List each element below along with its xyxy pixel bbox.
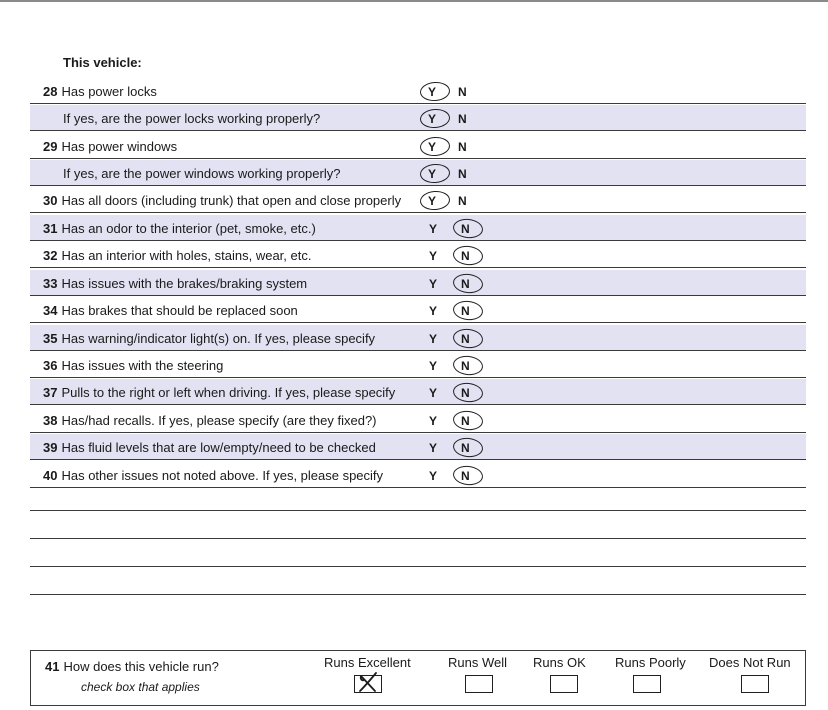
question-text: Has other issues not noted above. If yes, please specify — [61, 468, 384, 483]
yes-option[interactable]: Y — [429, 304, 438, 318]
question-text: Has an odor to the interior (pet, smoke, etc.) — [61, 221, 316, 236]
run-option-checkbox[interactable] — [633, 675, 661, 693]
answer-circle — [419, 163, 450, 184]
q41-label — [45, 659, 219, 674]
run-option-label: Runs Well — [448, 655, 508, 670]
answer-circle — [452, 436, 484, 458]
question-label — [43, 193, 401, 208]
question-text: If yes, are the power windows working properly? — [63, 166, 341, 181]
yes-option[interactable]: Y — [429, 414, 438, 428]
yes-option[interactable]: Y — [429, 469, 438, 483]
yes-option[interactable]: Y — [428, 112, 437, 126]
question-label — [43, 221, 316, 236]
question-label — [43, 139, 177, 154]
run-option-label: Runs OK — [533, 655, 586, 670]
x-check-icon — [355, 671, 381, 693]
question-label — [43, 440, 376, 455]
yes-option[interactable]: Y — [428, 194, 437, 208]
yes-option[interactable]: Y — [429, 249, 438, 263]
question-label — [43, 276, 307, 291]
question-text: Pulls to the right or left when driving. If yes, please specify — [61, 385, 396, 400]
question-row — [30, 160, 806, 186]
question-label — [43, 358, 223, 373]
answer-circle — [452, 354, 484, 376]
yes-option[interactable]: Y — [429, 441, 438, 455]
question-number: 40 — [43, 468, 58, 483]
question-row — [30, 242, 806, 268]
question-row — [30, 133, 806, 159]
answer-circle — [452, 272, 484, 294]
question-label — [63, 111, 320, 126]
no-option[interactable]: N — [461, 441, 470, 455]
answer-circle — [452, 409, 484, 431]
question-text: Has power windows — [61, 139, 178, 154]
section-title: This vehicle: — [63, 55, 142, 70]
no-option[interactable]: N — [461, 332, 470, 346]
yes-option[interactable]: Y — [428, 167, 437, 181]
no-option[interactable]: N — [458, 140, 467, 154]
no-option[interactable]: N — [458, 167, 467, 181]
question-number: 35 — [43, 331, 58, 346]
question-label — [43, 385, 395, 400]
yes-option[interactable]: Y — [429, 222, 438, 236]
no-option[interactable]: N — [461, 249, 470, 263]
question-number: 37 — [43, 385, 58, 400]
specify-line[interactable] — [30, 566, 806, 567]
question-number: 29 — [43, 139, 58, 154]
yes-option[interactable]: Y — [429, 332, 438, 346]
run-option-label: Runs Excellent — [324, 655, 411, 670]
question-label — [43, 468, 383, 483]
answer-circle — [419, 108, 450, 129]
question-row — [30, 462, 806, 488]
answer-circle — [452, 217, 484, 239]
no-option[interactable]: N — [461, 359, 470, 373]
question-number: 39 — [43, 440, 58, 455]
question-row — [30, 297, 806, 323]
question-number: 33 — [43, 276, 58, 291]
no-option[interactable]: N — [458, 194, 467, 208]
run-option-checkbox[interactable] — [465, 675, 493, 693]
run-option-checkbox[interactable] — [550, 675, 578, 693]
answer-circle — [452, 327, 484, 349]
no-option[interactable]: N — [461, 304, 470, 318]
answer-circle — [419, 81, 450, 102]
question-row — [30, 325, 806, 351]
question-text: Has all doors (including trunk) that open and close properly — [61, 193, 402, 208]
run-option-label: Does Not Run — [709, 655, 791, 670]
question-number: 34 — [43, 303, 58, 318]
question-number: 36 — [43, 358, 58, 373]
yes-option[interactable]: Y — [429, 359, 438, 373]
question-number: 38 — [43, 413, 58, 428]
question-label — [43, 84, 157, 99]
no-option[interactable]: N — [461, 414, 470, 428]
question-number: 28 — [43, 84, 58, 99]
question-text: How does this vehicle run? — [63, 659, 219, 674]
question-label — [43, 331, 375, 346]
question-row — [30, 215, 806, 241]
question-text: Has warning/indicator light(s) on. If yes, please specify — [61, 331, 376, 346]
question-text: Has power locks — [61, 84, 157, 99]
specify-line[interactable] — [30, 538, 806, 539]
question-label — [43, 413, 377, 428]
question-row — [30, 78, 806, 104]
run-option-checkbox[interactable] — [354, 675, 382, 693]
run-condition-question — [30, 650, 806, 706]
question-row — [30, 407, 806, 433]
top-border — [0, 0, 828, 2]
no-option[interactable]: N — [458, 112, 467, 126]
question-text: Has issues with the steering — [61, 358, 224, 373]
question-row — [30, 352, 806, 378]
question-row — [30, 379, 806, 405]
run-option-checkbox[interactable] — [741, 675, 769, 693]
run-option-label: Runs Poorly — [615, 655, 686, 670]
answer-circle — [452, 244, 484, 266]
no-option[interactable]: N — [461, 386, 470, 400]
no-option[interactable]: N — [461, 222, 470, 236]
question-row — [30, 105, 806, 131]
question-number: 30 — [43, 193, 58, 208]
question-row — [30, 434, 806, 460]
question-label — [43, 303, 298, 318]
question-number: 32 — [43, 248, 58, 263]
question-text: Has an interior with holes, stains, wear, etc. — [61, 248, 312, 263]
yes-option[interactable]: Y — [429, 277, 438, 291]
yes-option[interactable]: Y — [428, 85, 437, 99]
answer-circle — [419, 136, 450, 157]
question-number: 41 — [45, 659, 60, 674]
answer-circle — [419, 190, 450, 211]
yes-option[interactable]: Y — [428, 140, 437, 154]
q41-hint: check box that applies — [81, 680, 200, 694]
answer-circle — [452, 464, 484, 486]
no-option[interactable]: N — [461, 469, 470, 483]
question-label — [43, 248, 311, 263]
specify-line[interactable] — [30, 510, 806, 511]
question-text: Has fluid levels that are low/empty/need to be checked — [61, 440, 376, 455]
question-number: 31 — [43, 221, 58, 236]
question-row — [30, 187, 806, 213]
no-option[interactable]: N — [461, 277, 470, 291]
question-label — [63, 166, 340, 181]
question-text: Has brakes that should be replaced soon — [61, 303, 298, 318]
no-option[interactable]: N — [458, 85, 467, 99]
question-text: Has issues with the brakes/braking system — [61, 276, 308, 291]
specify-line[interactable] — [30, 594, 806, 595]
answer-circle — [452, 299, 484, 321]
yes-option[interactable]: Y — [429, 386, 438, 400]
question-row — [30, 270, 806, 296]
answer-circle — [452, 381, 484, 403]
question-text: Has/had recalls. If yes, please specify (are they fixed?) — [61, 413, 377, 428]
question-text: If yes, are the power locks working properly? — [63, 111, 321, 126]
